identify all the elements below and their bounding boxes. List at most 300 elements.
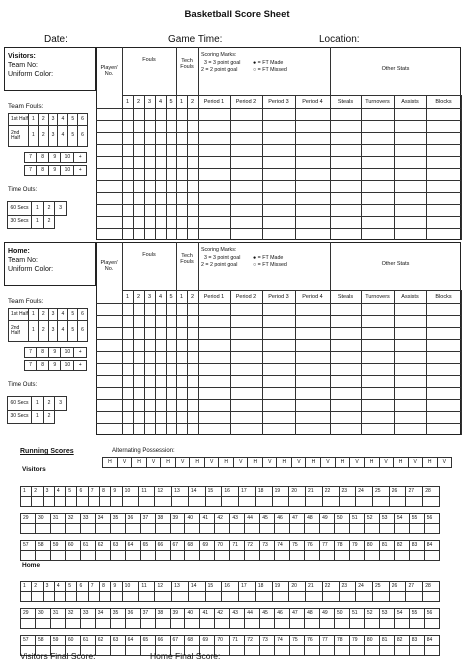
score-mark-cell[interactable]	[424, 619, 439, 629]
timeout-box[interactable]: 1	[32, 215, 44, 229]
foul-box[interactable]: 5	[68, 320, 78, 341]
ft-missed-legend: ○ = FT Missed	[253, 67, 287, 74]
foul-box[interactable]: 2	[38, 125, 48, 146]
timeout-box[interactable]: 2	[43, 215, 55, 229]
ft-made-legend: ● = FT Made	[253, 254, 284, 261]
possession-box[interactable]: V	[234, 458, 248, 468]
possession-box[interactable]: H	[364, 458, 379, 468]
score-number: 72	[245, 636, 260, 646]
possession-box[interactable]: V	[408, 458, 422, 468]
foul-box[interactable]: 6	[78, 114, 88, 126]
score-mark-cell[interactable]	[125, 524, 140, 534]
score-number: 26	[389, 487, 406, 497]
possession-box[interactable]: V	[117, 458, 131, 468]
score-mark-cell[interactable]	[320, 524, 335, 534]
possession-box[interactable]: H	[393, 458, 408, 468]
score-mark-cell[interactable]	[349, 646, 364, 656]
foul-box[interactable]: 10	[61, 166, 74, 176]
score-number: 73	[260, 636, 275, 646]
timeout-box[interactable]: 1	[32, 410, 44, 424]
score-mark-cell[interactable]	[356, 592, 373, 602]
score-mark-cell[interactable]	[140, 524, 155, 534]
score-mark-cell[interactable]	[32, 497, 43, 507]
foul-box[interactable]: 1	[29, 125, 39, 146]
score-number: 24	[356, 582, 373, 592]
score-number: 83	[409, 541, 424, 551]
foul-box[interactable]: 5	[68, 309, 78, 321]
score-mark-cell[interactable]	[185, 551, 200, 561]
score-mark-cell[interactable]	[170, 619, 185, 629]
possession-box[interactable]: H	[248, 458, 263, 468]
score-mark-cell[interactable]	[66, 497, 77, 507]
score-mark-cell[interactable]	[65, 619, 80, 629]
possession-box[interactable]: V	[176, 458, 190, 468]
score-mark-cell[interactable]	[50, 524, 65, 534]
score-mark-cell[interactable]	[290, 619, 305, 629]
grid-line	[122, 95, 461, 96]
score-number: 18	[255, 487, 272, 497]
score-mark-cell[interactable]	[394, 619, 409, 629]
score-mark-cell[interactable]	[379, 619, 394, 629]
possession-box[interactable]: V	[350, 458, 364, 468]
score-mark-cell[interactable]	[125, 551, 140, 561]
foul-box[interactable]: 6	[78, 320, 88, 341]
foul-box[interactable]: 2	[38, 114, 48, 126]
foul-box[interactable]: 7	[25, 361, 37, 371]
score-mark-cell[interactable]	[260, 646, 275, 656]
score-mark-cell[interactable]	[275, 619, 290, 629]
score-mark-cell[interactable]	[272, 497, 289, 507]
score-mark-cell[interactable]	[423, 497, 440, 507]
score-mark-cell[interactable]	[188, 497, 205, 507]
column-header: 3	[147, 99, 152, 105]
column-header: 5	[169, 99, 173, 105]
foul-box[interactable]: 8	[37, 361, 49, 371]
score-mark-cell[interactable]	[409, 524, 424, 534]
foul-box[interactable]: 8	[37, 348, 49, 358]
grid-line	[96, 192, 461, 193]
score-mark-cell[interactable]	[424, 524, 439, 534]
foul-box[interactable]: 10	[61, 361, 74, 371]
score-mark-cell[interactable]	[290, 524, 305, 534]
foul-box[interactable]: 9	[49, 166, 61, 176]
score-number: 51	[349, 609, 364, 619]
score-number: 6	[77, 582, 88, 592]
score-mark-cell[interactable]	[43, 497, 54, 507]
score-mark-cell[interactable]	[140, 551, 155, 561]
score-mark-cell[interactable]	[389, 592, 406, 602]
score-mark-cell[interactable]	[305, 551, 320, 561]
column-header: 1	[179, 294, 184, 300]
score-mark-cell[interactable]	[200, 524, 215, 534]
visitors-final-score-label: Visitors Final Score:	[20, 651, 96, 661]
score-mark-cell[interactable]	[322, 592, 339, 602]
score-mark-cell[interactable]	[215, 524, 230, 534]
score-mark-cell[interactable]	[155, 551, 170, 561]
score-number: 5	[66, 582, 77, 592]
score-mark-cell[interactable]	[77, 592, 88, 602]
legend-row	[201, 262, 327, 270]
score-number: 54	[394, 514, 409, 524]
foul-box[interactable]: 8	[37, 166, 49, 176]
score-mark-cell[interactable]	[335, 551, 350, 561]
score-mark-cell[interactable]	[205, 592, 222, 602]
score-mark-cell[interactable]	[200, 551, 215, 561]
score-number: 65	[140, 636, 155, 646]
foul-box[interactable]: 3	[48, 320, 58, 341]
score-number: 19	[272, 487, 289, 497]
alternating-possession-label: Alternating Possession:	[112, 448, 175, 454]
possession-box[interactable]: H	[277, 458, 292, 468]
possession-box[interactable]: V	[147, 458, 161, 468]
foul-box[interactable]: 6	[78, 125, 88, 146]
score-mark-cell[interactable]	[409, 646, 424, 656]
foul-box[interactable]: 2	[38, 320, 48, 341]
foul-box[interactable]: 4	[58, 320, 68, 341]
tech-fouls-header: Tech Fouls	[180, 253, 194, 266]
score-mark-cell[interactable]	[139, 497, 155, 507]
visitors-uniform-color: Uniform Color:	[8, 71, 54, 78]
score-mark-cell[interactable]	[21, 497, 32, 507]
score-number: 28	[423, 582, 440, 592]
score-mark-cell[interactable]	[95, 524, 110, 534]
foul-box[interactable]: 10	[61, 348, 74, 358]
score-mark-cell[interactable]	[65, 524, 80, 534]
empty-cell	[55, 215, 67, 229]
score-mark-cell[interactable]	[122, 592, 139, 602]
score-mark-cell[interactable]	[215, 551, 230, 561]
score-mark-cell[interactable]	[305, 646, 320, 656]
foul-box[interactable]: 5	[68, 125, 78, 146]
foul-box[interactable]: 10	[61, 153, 74, 163]
score-mark-cell[interactable]	[372, 497, 389, 507]
score-mark-cell[interactable]	[289, 497, 306, 507]
score-mark-cell[interactable]	[100, 497, 111, 507]
score-number: 5	[66, 487, 77, 497]
score-mark-cell[interactable]	[230, 646, 245, 656]
score-number: 70	[215, 541, 230, 551]
score-mark-cell[interactable]	[364, 524, 379, 534]
score-mark-cell[interactable]	[379, 646, 394, 656]
time-outs-label: Time Outs:	[8, 382, 38, 388]
foul-box[interactable]: 3	[48, 114, 58, 126]
thirty-secs-label: 30 Secs	[8, 215, 32, 229]
foul-box[interactable]: 7	[25, 153, 37, 163]
score-mark-cell[interactable]	[65, 551, 80, 561]
score-mark-cell[interactable]	[88, 497, 99, 507]
score-mark-cell[interactable]	[406, 497, 423, 507]
score-mark-cell[interactable]	[394, 524, 409, 534]
score-mark-cell[interactable]	[255, 592, 272, 602]
possession-box[interactable]: V	[292, 458, 306, 468]
score-mark-cell[interactable]	[111, 592, 122, 602]
score-mark-cell[interactable]	[406, 592, 423, 602]
score-mark-cell[interactable]	[122, 497, 139, 507]
score-mark-cell[interactable]	[356, 497, 373, 507]
score-number: 28	[423, 487, 440, 497]
score-mark-cell[interactable]	[185, 524, 200, 534]
sixty-secs-label: 60 Secs	[8, 202, 32, 216]
score-mark-cell[interactable]	[290, 551, 305, 561]
score-mark-cell[interactable]	[100, 592, 111, 602]
score-mark-cell[interactable]	[306, 592, 323, 602]
score-mark-cell[interactable]	[364, 646, 379, 656]
score-mark-cell[interactable]	[110, 646, 125, 656]
score-mark-cell[interactable]	[35, 551, 50, 561]
possession-box[interactable]: H	[103, 458, 118, 468]
score-number: 20	[289, 487, 306, 497]
score-mark-cell[interactable]	[389, 497, 406, 507]
score-mark-cell[interactable]	[32, 592, 43, 602]
possession-box[interactable]: V	[263, 458, 277, 468]
timeout-box[interactable]: 2	[43, 410, 55, 424]
score-mark-cell[interactable]	[188, 592, 205, 602]
score-mark-cell[interactable]	[272, 592, 289, 602]
score-mark-cell[interactable]	[77, 497, 88, 507]
score-mark-cell[interactable]	[80, 524, 95, 534]
score-mark-cell[interactable]	[335, 646, 350, 656]
foul-box[interactable]: 1	[29, 114, 39, 126]
score-mark-cell[interactable]	[275, 551, 290, 561]
score-mark-cell[interactable]	[230, 619, 245, 629]
score-mark-cell[interactable]	[21, 619, 36, 629]
score-mark-cell[interactable]	[21, 551, 36, 561]
score-number: 22	[322, 487, 339, 497]
foul-box[interactable]: 2	[38, 309, 48, 321]
score-mark-cell[interactable]	[322, 497, 339, 507]
score-mark-cell[interactable]	[111, 497, 122, 507]
score-number: 71	[230, 541, 245, 551]
score-mark-cell[interactable]	[80, 619, 95, 629]
score-mark-cell[interactable]	[239, 497, 256, 507]
score-mark-cell[interactable]	[170, 551, 185, 561]
timeout-box[interactable]: 1	[32, 202, 44, 216]
score-mark-cell[interactable]	[320, 619, 335, 629]
score-mark-cell[interactable]	[172, 592, 189, 602]
score-number: 24	[356, 487, 373, 497]
score-mark-cell[interactable]	[35, 619, 50, 629]
score-mark-cell[interactable]	[409, 551, 424, 561]
score-mark-cell[interactable]	[200, 619, 215, 629]
score-mark-cell[interactable]	[372, 592, 389, 602]
grid-line	[122, 242, 123, 290]
score-mark-cell[interactable]	[260, 551, 275, 561]
possession-box[interactable]: V	[379, 458, 393, 468]
column-header: 1	[125, 294, 130, 300]
score-mark-cell[interactable]	[260, 524, 275, 534]
score-mark-cell[interactable]	[320, 551, 335, 561]
timeout-box[interactable]: 2	[43, 202, 55, 216]
score-mark-cell[interactable]	[110, 524, 125, 534]
score-mark-cell[interactable]	[424, 646, 439, 656]
score-mark-cell[interactable]	[306, 497, 323, 507]
foul-box[interactable]: 9	[49, 153, 61, 163]
score-mark-cell[interactable]	[21, 592, 32, 602]
score-mark-cell[interactable]	[245, 619, 260, 629]
score-number: 27	[406, 487, 423, 497]
score-mark-cell[interactable]	[379, 524, 394, 534]
score-mark-cell[interactable]	[335, 619, 350, 629]
score-mark-cell[interactable]	[222, 497, 239, 507]
timeout-box[interactable]: 1	[32, 397, 44, 411]
score-mark-cell[interactable]	[394, 551, 409, 561]
foul-box[interactable]: 4	[58, 125, 68, 146]
score-mark-cell[interactable]	[379, 551, 394, 561]
score-mark-cell[interactable]	[155, 497, 172, 507]
score-mark-cell[interactable]	[54, 497, 65, 507]
foul-box[interactable]: 5	[68, 114, 78, 126]
foul-box[interactable]: 3	[48, 125, 58, 146]
score-number: 74	[275, 541, 290, 551]
score-mark-cell[interactable]	[66, 592, 77, 602]
score-mark-cell[interactable]	[245, 524, 260, 534]
score-mark-cell[interactable]	[364, 619, 379, 629]
score-mark-cell[interactable]	[394, 646, 409, 656]
foul-box[interactable]: 9	[49, 361, 61, 371]
score-mark-cell[interactable]	[110, 619, 125, 629]
score-number: 60	[65, 541, 80, 551]
possession-box[interactable]: H	[422, 458, 437, 468]
score-mark-cell[interactable]	[35, 524, 50, 534]
score-number: 50	[335, 514, 350, 524]
score-mark-cell[interactable]	[290, 646, 305, 656]
foul-box[interactable]: 7	[25, 348, 37, 358]
score-mark-cell[interactable]	[172, 497, 189, 507]
possession-box[interactable]: H	[132, 458, 147, 468]
score-mark-cell[interactable]	[125, 646, 140, 656]
grid-line	[96, 375, 461, 376]
score-number: 25	[372, 582, 389, 592]
possession-box[interactable]: H	[306, 458, 321, 468]
foul-box[interactable]: 4	[58, 114, 68, 126]
score-mark-cell[interactable]	[230, 551, 245, 561]
score-number: 63	[110, 541, 125, 551]
column-header: 3	[147, 294, 152, 300]
possession-box[interactable]: H	[219, 458, 234, 468]
score-mark-cell[interactable]	[222, 592, 239, 602]
score-mark-cell[interactable]	[364, 551, 379, 561]
score-mark-cell[interactable]	[245, 646, 260, 656]
timeout-box[interactable]: 3	[55, 397, 67, 411]
score-mark-cell[interactable]	[155, 524, 170, 534]
foul-box[interactable]: +	[74, 153, 87, 163]
fouls-header: Fouls	[142, 57, 156, 63]
score-number: 63	[110, 636, 125, 646]
score-mark-cell[interactable]	[139, 592, 155, 602]
foul-box[interactable]: 7	[25, 166, 37, 176]
score-number: 53	[379, 514, 394, 524]
score-mark-cell[interactable]	[424, 551, 439, 561]
score-mark-cell[interactable]	[155, 619, 170, 629]
timeout-box[interactable]: 2	[43, 397, 55, 411]
possession-box[interactable]: H	[190, 458, 205, 468]
possession-box[interactable]: V	[321, 458, 335, 468]
score-mark-cell[interactable]	[349, 551, 364, 561]
score-mark-cell[interactable]	[205, 497, 222, 507]
score-mark-cell[interactable]	[335, 524, 350, 534]
home-team-label: Home:	[8, 248, 30, 255]
foul-box[interactable]: 4	[58, 309, 68, 321]
column-header: 2	[136, 294, 141, 300]
score-mark-cell[interactable]	[245, 551, 260, 561]
score-mark-cell[interactable]	[349, 524, 364, 534]
score-mark-cell[interactable]	[95, 646, 110, 656]
score-number: 48	[305, 514, 320, 524]
score-mark-cell[interactable]	[95, 551, 110, 561]
score-number: 33	[80, 514, 95, 524]
score-mark-cell[interactable]	[275, 646, 290, 656]
score-mark-cell[interactable]	[305, 524, 320, 534]
possession-box[interactable]: H	[335, 458, 350, 468]
score-number: 34	[95, 514, 110, 524]
score-mark-cell[interactable]	[215, 619, 230, 629]
score-mark-cell[interactable]	[185, 619, 200, 629]
time-outs-table	[7, 396, 67, 424]
foul-box[interactable]: 6	[78, 309, 88, 321]
score-mark-cell[interactable]	[339, 592, 356, 602]
score-mark-cell[interactable]	[170, 524, 185, 534]
possession-box[interactable]: V	[205, 458, 219, 468]
foul-box[interactable]: 8	[37, 153, 49, 163]
foul-box[interactable]: +	[74, 348, 87, 358]
score-mark-cell[interactable]	[339, 497, 356, 507]
score-mark-cell[interactable]	[50, 619, 65, 629]
score-mark-cell[interactable]	[289, 592, 306, 602]
score-mark-cell[interactable]	[140, 619, 155, 629]
score-number: 50	[335, 609, 350, 619]
foul-box[interactable]: 9	[49, 348, 61, 358]
score-number: 40	[185, 514, 200, 524]
score-mark-cell[interactable]	[88, 592, 99, 602]
foul-box[interactable]: 1	[29, 320, 39, 341]
timeout-box[interactable]: 3	[55, 202, 67, 216]
score-mark-cell[interactable]	[125, 619, 140, 629]
score-mark-cell[interactable]	[230, 524, 245, 534]
score-mark-cell[interactable]	[260, 619, 275, 629]
score-mark-cell[interactable]	[255, 497, 272, 507]
score-mark-cell[interactable]	[305, 619, 320, 629]
possession-box[interactable]: V	[437, 458, 451, 468]
score-mark-cell[interactable]	[95, 619, 110, 629]
team-fouls-extra	[24, 165, 87, 176]
possession-box[interactable]: H	[161, 458, 176, 468]
score-number: 44	[245, 609, 260, 619]
score-number: 9	[111, 487, 122, 497]
score-number: 41	[200, 514, 215, 524]
score-mark-cell[interactable]	[275, 524, 290, 534]
score-mark-cell[interactable]	[349, 619, 364, 629]
score-mark-cell[interactable]	[54, 592, 65, 602]
score-mark-cell[interactable]	[155, 592, 172, 602]
score-mark-cell[interactable]	[110, 551, 125, 561]
score-mark-cell[interactable]	[423, 592, 440, 602]
score-mark-cell[interactable]	[409, 619, 424, 629]
score-mark-cell[interactable]	[21, 524, 36, 534]
score-number: 18	[255, 582, 272, 592]
foul-box[interactable]: 1	[29, 309, 39, 321]
score-mark-cell[interactable]	[43, 592, 54, 602]
half-label: 1st Half	[9, 114, 29, 126]
score-number: 64	[125, 636, 140, 646]
score-mark-cell[interactable]	[239, 592, 256, 602]
score-mark-cell[interactable]	[50, 551, 65, 561]
foul-box[interactable]: 3	[48, 309, 58, 321]
score-number: 65	[140, 541, 155, 551]
score-mark-cell[interactable]	[80, 551, 95, 561]
score-mark-cell[interactable]	[320, 646, 335, 656]
foul-box[interactable]: +	[74, 361, 87, 371]
foul-box[interactable]: +	[74, 166, 87, 176]
